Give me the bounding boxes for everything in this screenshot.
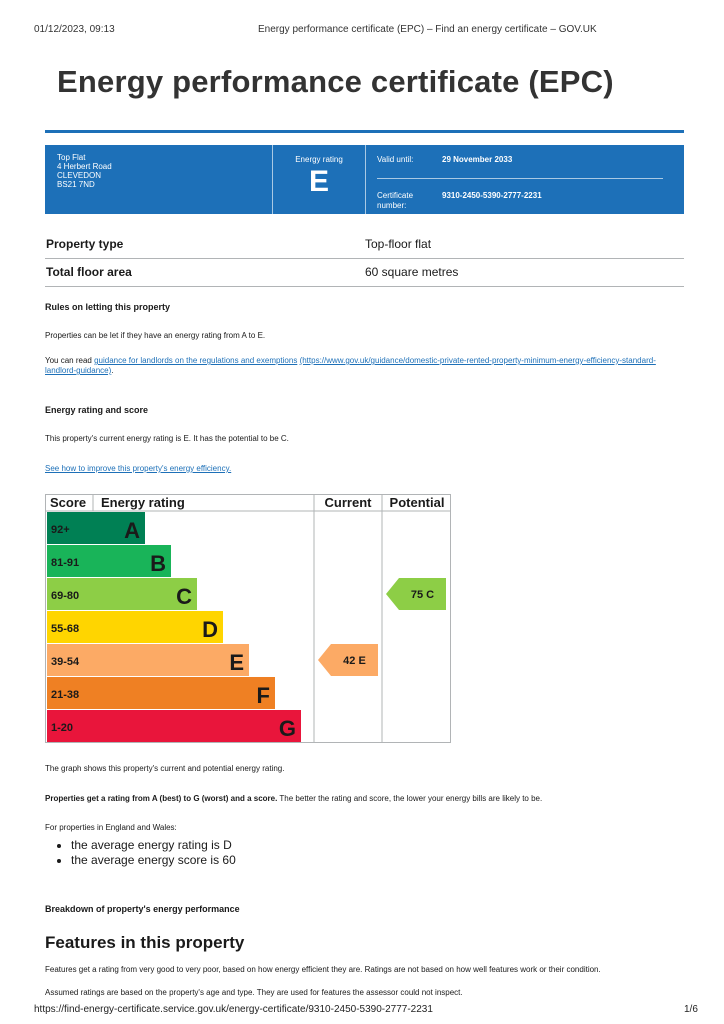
guidance-prefix: You can read <box>45 356 95 365</box>
energy-rating-letter: E <box>308 165 329 198</box>
landlord-guidance-url[interactable]: (https://www.gov.uk/guidance/domestic-private-rented-property-minimum-energy-efficiency-standard-landlord-guidance) <box>45 356 656 375</box>
england-wales-note: For properties in England and Wales: <box>45 823 177 832</box>
list-item: • the average energy score is 60 <box>71 853 236 868</box>
band-letter-label: E <box>229 650 244 675</box>
floor-area-label: Total floor area <box>46 265 132 279</box>
improve-efficiency-link[interactable]: See how to improve this property's energy efficiency. <box>45 464 232 473</box>
list-item: • the average energy rating is D <box>71 838 236 853</box>
print-page-title: Energy performance certificate (EPC) – Find an energy certificate – GOV.UK <box>258 24 597 35</box>
band-range-label: 55-68 <box>51 623 80 635</box>
address-line: BS21 7ND <box>57 180 95 189</box>
rating-explanation <box>45 794 542 804</box>
band-range-label: 21-38 <box>51 689 80 701</box>
summary-row-divider <box>377 178 663 179</box>
band-letter-label: A <box>124 518 140 543</box>
floor-area-value: 60 square metres <box>365 265 459 279</box>
property-type-value: Top-floor flat <box>365 237 432 251</box>
page-title: Energy performance certificate (EPC) <box>57 64 614 99</box>
current-header: Current <box>324 495 372 510</box>
rules-paragraph: Properties can be let if they have an energy rating from A to E. <box>45 331 266 340</box>
rating-heading: Energy rating and score <box>45 405 149 415</box>
property-type-label: Property type <box>46 237 124 251</box>
band-range-label: 39-54 <box>51 656 80 668</box>
band-letter-label: B <box>150 551 166 576</box>
band-letter-label: C <box>176 584 192 609</box>
property-address <box>57 153 112 189</box>
band-letter-label: G <box>278 716 296 741</box>
page-number: 1/6 <box>684 1004 698 1015</box>
address-line: Top Flat <box>57 153 86 162</box>
band-range-label: 1-20 <box>51 722 74 734</box>
band-letter-label: F <box>256 683 270 708</box>
band-range-label: 81-91 <box>51 557 80 569</box>
band-range-label: 92+ <box>51 524 70 536</box>
breakdown-heading: Breakdown of property's energy performance <box>45 904 240 914</box>
certificate-number-label: Certificate number: <box>377 191 414 210</box>
valid-until-label: Valid until: <box>377 155 414 164</box>
average-list <box>27 838 236 868</box>
rules-guidance-paragraph <box>45 356 675 376</box>
footer-url: https://find-energy-certificate.service.gov.uk/energy-certificate/9310-2450-5390-2777-2231 <box>34 1004 433 1015</box>
epc-summary-box <box>45 145 684 214</box>
summary-divider <box>365 145 366 214</box>
rating-band-f <box>47 677 275 709</box>
potential-rating-label: 75 C <box>410 589 435 601</box>
rating-paragraph: This property's current energy rating is E. It has the potential to be C. <box>45 434 289 443</box>
property-type-row <box>45 230 684 259</box>
rules-heading: Rules on letting this property <box>45 302 171 312</box>
rating-explanation-rest: The better the rating and score, the lower your energy bills are likely to be. <box>277 794 543 803</box>
valid-until-value: 29 November 2033 <box>442 155 513 164</box>
rating-explanation-bold: Properties get a rating from A (best) to G (worst) and a score. <box>45 794 278 803</box>
features-heading: Features in this property <box>45 933 245 952</box>
landlord-guidance-link[interactable]: guidance for landlords on the regulations and exemptions <box>94 356 298 365</box>
assumed-ratings-paragraph: Assumed ratings are based on the property's age and type. They are used for features the assessor could not inspect. <box>45 988 463 997</box>
guidance-suffix: . <box>111 366 114 375</box>
band-letter-label: D <box>202 617 218 642</box>
score-header: Score <box>50 495 87 510</box>
current-rating-label: 42 E <box>343 655 366 667</box>
potential-header: Potential <box>389 495 445 510</box>
energy-rating-label: Energy rating <box>295 155 343 164</box>
energy-rating-chart <box>45 494 451 743</box>
title-underline <box>45 130 684 133</box>
energy-rating-header: Energy rating <box>101 495 185 510</box>
address-line: 4 Herbert Road <box>57 162 112 171</box>
band-range-label: 69-80 <box>51 590 80 602</box>
address-line: CLEVEDON <box>57 171 102 180</box>
features-paragraph: Features get a rating from very good to very poor, based on how energy efficient they are. Ratings are not based on how well features work or their condition. <box>45 965 601 974</box>
rating-band-g <box>47 710 301 742</box>
graph-note: The graph shows this property's current and potential energy rating. <box>45 764 285 773</box>
print-datetime: 01/12/2023, 09:13 <box>34 24 115 35</box>
certificate-number-value: 9310-2450-5390-2777-2231 <box>442 191 542 200</box>
floor-area-row <box>45 258 684 287</box>
